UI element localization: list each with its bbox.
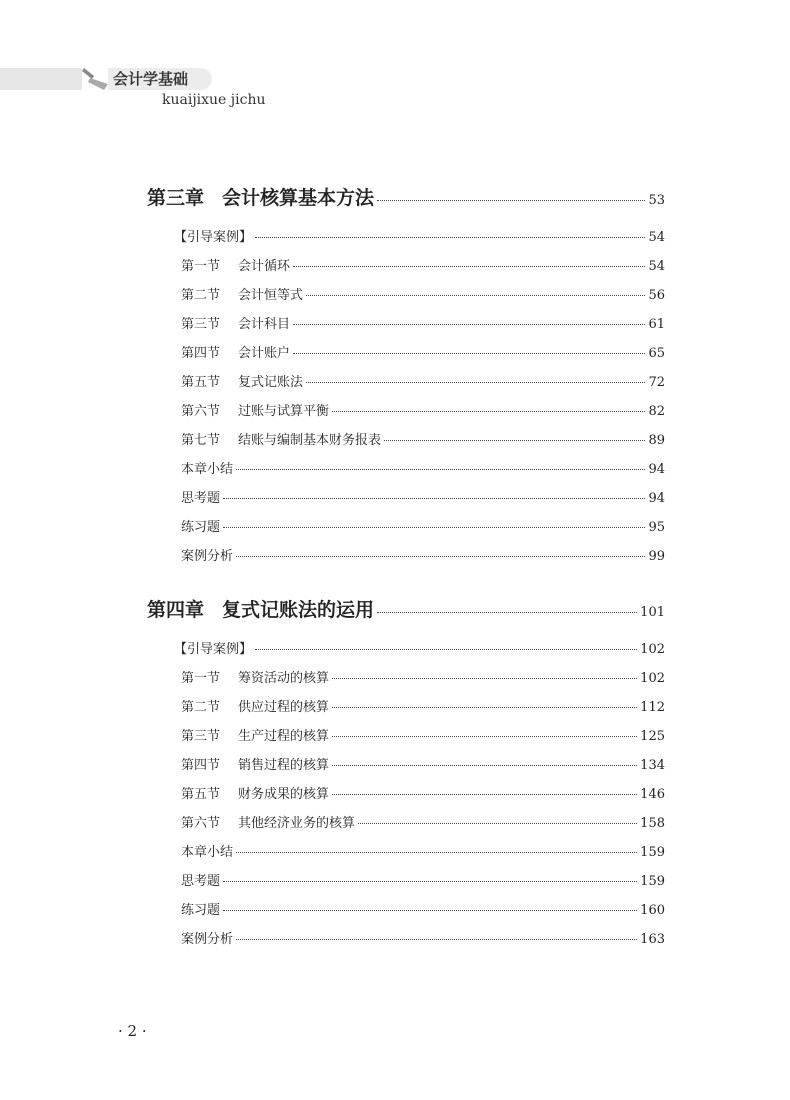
leader-dots [332,794,637,795]
leader-dots [223,910,637,911]
toc-entry[interactable] [174,226,665,245]
toc-entry[interactable] [181,255,665,274]
section-name: 复式记账法 [238,375,304,390]
page-ref: 158 [640,816,665,831]
section-name: 会计科目 [238,317,291,332]
header-bar [0,68,82,90]
leader-dots [293,266,645,267]
section-number: 第一节 [181,259,221,274]
leader-dots [306,382,645,383]
page-ref: 65 [648,346,665,361]
section-name: 【引导案例】 [174,230,253,245]
toc-entry[interactable] [181,870,665,889]
chapter-heading[interactable] [147,595,665,622]
page-ref: 61 [648,317,665,332]
book-title: 会计学基础 [113,70,189,88]
section-name: 案例分析 [181,932,234,947]
toc-entry[interactable] [181,841,665,860]
page-ref: 94 [648,462,665,477]
chapter-heading[interactable] [147,183,665,210]
entry-title [181,458,233,477]
section-name: 结账与编制基本财务报表 [238,433,382,448]
section-name: 本章小结 [181,845,234,860]
leader-dots [255,237,645,238]
leader-dots [236,852,637,853]
leader-dots [223,498,645,499]
leader-dots [332,707,637,708]
section-name: 练习题 [181,903,221,918]
section-name: 本章小结 [181,462,234,477]
page-ref: 102 [640,671,665,686]
page-ref: 159 [640,874,665,889]
section-name: 财务成果的核算 [238,787,330,802]
leader-dots [236,556,645,557]
entry-title [181,696,329,715]
toc-entry[interactable] [181,667,665,686]
page-ref: 72 [648,375,665,390]
page-ref: 146 [640,787,665,802]
entry-title [181,667,329,686]
entry-title [181,313,290,332]
section-number: 第四节 [181,758,221,773]
toc-entry[interactable] [174,638,665,657]
leader-dots [332,765,637,766]
page-ref: 160 [640,903,665,918]
leader-dots [332,736,637,737]
section-number: 第六节 [181,404,221,419]
chapter-number: 第四章 [147,599,205,621]
entry-title [181,342,290,361]
page-ref: 54 [648,259,665,274]
leader-dots [377,612,637,613]
leader-dots [358,823,637,824]
toc-entry[interactable] [181,313,665,332]
section-name: 过账与试算平衡 [238,404,330,419]
page-ref: 82 [648,404,665,419]
pen-icon [80,64,110,92]
entry-title [181,516,220,535]
leader-dots [332,411,645,412]
section-number: 第四节 [181,346,221,361]
toc-entry[interactable] [181,342,665,361]
page-ref: 95 [648,520,665,535]
section-name: 会计账户 [238,346,291,361]
section-number: 第三节 [181,729,221,744]
leader-dots [293,353,645,354]
section-number: 第二节 [181,288,221,303]
entry-title [181,284,303,303]
section-number: 第二节 [181,700,221,715]
section-name: 思考题 [181,491,221,506]
toc-entry[interactable] [181,458,665,477]
page-ref: 159 [640,845,665,860]
leader-dots [236,469,645,470]
section-name: 供应过程的核算 [238,700,330,715]
chapter-title [147,183,374,210]
toc-entry[interactable] [181,696,665,715]
entry-title [181,870,220,889]
page-ref: 53 [648,193,665,208]
section-name: 会计恒等式 [238,288,304,303]
toc-entry[interactable] [181,754,665,773]
section-name: 案例分析 [181,549,234,564]
entry-title [181,371,303,390]
section-number: 第六节 [181,816,221,831]
toc-entry[interactable] [181,812,665,831]
entry-title [174,226,252,245]
page-ref: 99 [648,549,665,564]
page-ref: 112 [640,700,665,715]
page-number: · 2 · [118,1022,147,1040]
entry-title [181,545,233,564]
section-name: 练习题 [181,520,221,535]
leader-dots [255,649,637,650]
leader-dots [223,527,645,528]
toc-entry[interactable] [181,516,665,535]
toc-entry[interactable] [181,725,665,744]
page-ref: 125 [640,729,665,744]
section-name: 销售过程的核算 [238,758,330,773]
chapter-name: 复式记账法的运用 [222,599,375,621]
page-ref: 56 [648,288,665,303]
entry-title [181,899,220,918]
section-number: 第七节 [181,433,221,448]
section-number: 第五节 [181,375,221,390]
entry-title [181,487,220,506]
section-number: 第一节 [181,671,221,686]
leader-dots [384,440,645,441]
toc-entry[interactable] [181,371,665,390]
page-ref: 89 [648,433,665,448]
leader-dots [293,324,645,325]
page-ref: 102 [640,642,665,657]
section-number: 第三节 [181,317,221,332]
section-name: 【引导案例】 [174,642,253,657]
toc-entry[interactable] [181,545,665,564]
chapter-name: 会计核算基本方法 [222,187,375,209]
section-name: 生产过程的核算 [238,729,330,744]
book-title-pinyin: kuaijixue jichu [162,92,266,108]
page-ref: 134 [640,758,665,773]
toc-entry[interactable] [181,783,665,802]
page-ref: 54 [648,230,665,245]
leader-dots [236,939,637,940]
entry-title [181,754,329,773]
leader-dots [377,200,645,201]
toc-entry[interactable] [181,487,665,506]
entry-title [174,638,252,657]
toc-entry[interactable] [181,899,665,918]
section-name: 筹资活动的核算 [238,671,330,686]
leader-dots [332,678,637,679]
toc-entry[interactable] [181,284,665,303]
chapter-number: 第三章 [147,187,205,209]
toc-entry[interactable] [181,429,665,448]
leader-dots [306,295,645,296]
leader-dots [223,881,637,882]
entry-title [181,783,329,802]
toc-entry[interactable] [181,400,665,419]
entry-title [181,928,233,947]
entry-title [181,812,355,831]
entry-title [181,255,290,274]
page-ref: 163 [640,932,665,947]
entry-title [181,400,329,419]
toc-entry[interactable] [181,928,665,947]
section-name: 会计循环 [238,259,291,274]
section-number: 第五节 [181,787,221,802]
section-name: 思考题 [181,874,221,889]
entry-title [181,725,329,744]
page-ref: 94 [648,491,665,506]
entry-title [181,841,233,860]
section-name: 其他经济业务的核算 [238,816,356,831]
entry-title [181,429,381,448]
page-ref: 101 [640,605,665,620]
chapter-title [147,595,374,622]
